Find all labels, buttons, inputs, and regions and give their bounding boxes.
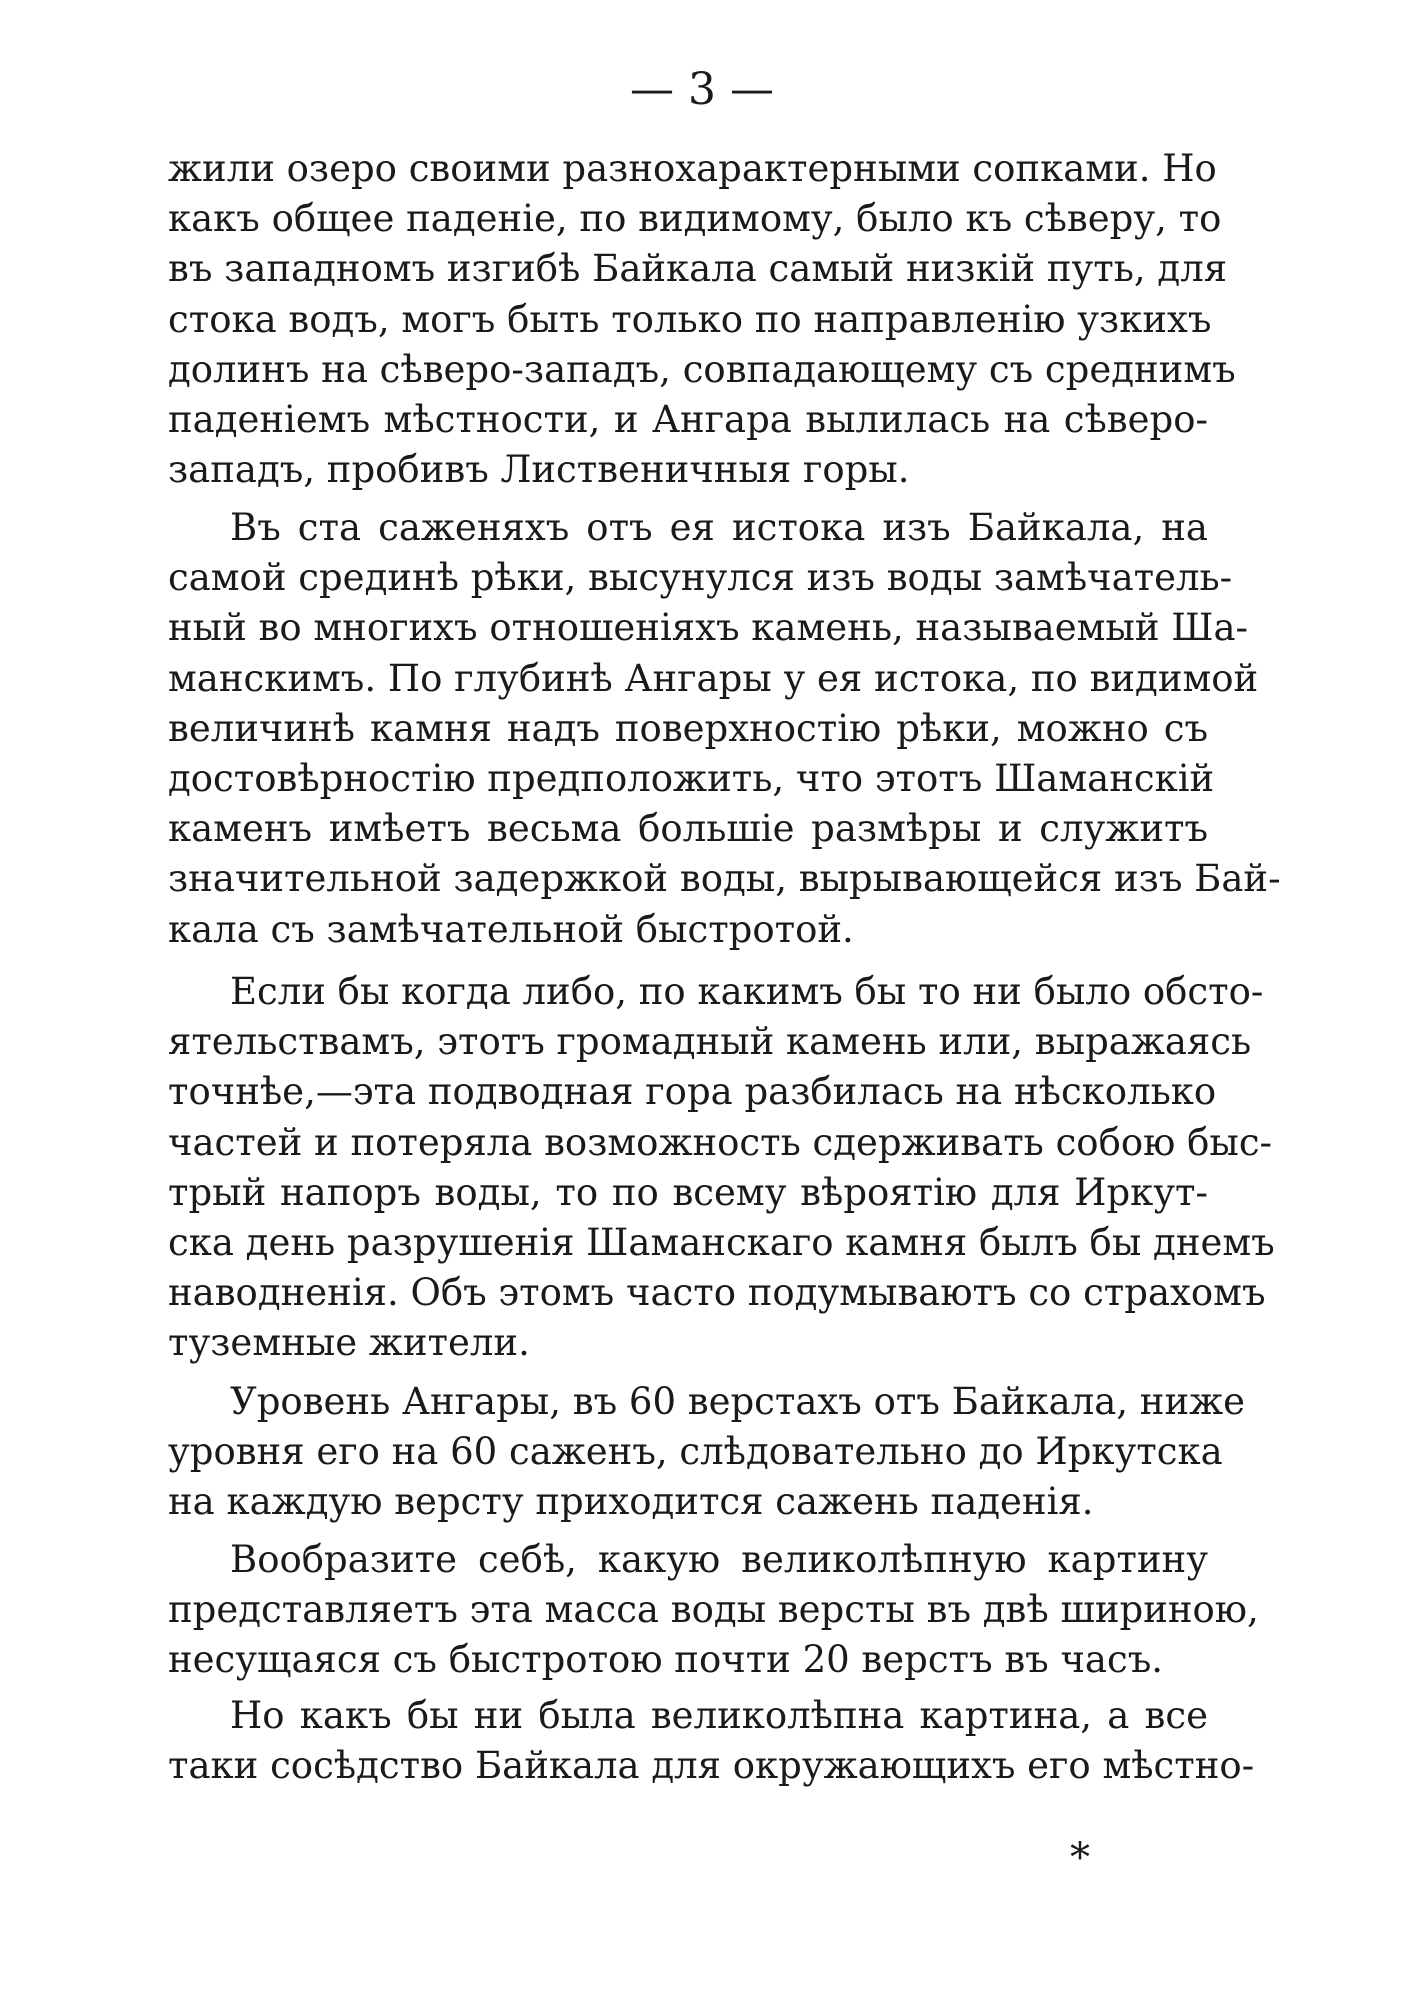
text-line: Вообразите себѣ, какую великолѣпную картину — [230, 1538, 1208, 1581]
text-line: частей и потеряла возможность сдерживать собою быс- — [168, 1120, 1273, 1164]
text-line: манскимъ. По глубинѣ Ангары у ея истока, по видимой — [168, 656, 1259, 700]
text-line: величинѣ камня надъ поверхностію рѣки, можно съ — [168, 706, 1208, 750]
text-line: ятельствамъ, этотъ громадный камень или, выражаясь — [168, 1020, 1252, 1064]
text-line: несущаяся съ быстротою почти 20 верстъ въ часъ. — [168, 1638, 1164, 1682]
text-line: какъ общее паденіе, по видимому, было къ сѣверу, то — [168, 197, 1222, 241]
paragraph-1 — [168, 144, 1236, 495]
text-line: на каждую версту приходится сажень паденія. — [168, 1480, 1094, 1524]
text-line: достовѣрностію предположить, что этотъ Шаманскій — [168, 757, 1215, 801]
text-line: значительной задержкой воды, вырывающейся изъ Бай- — [168, 857, 1281, 901]
paragraph-5 — [168, 1535, 1259, 1686]
paragraph-3 — [168, 967, 1275, 1369]
paragraph-6 — [168, 1691, 1255, 1791]
text-line: таки сосѣдство Байкала для окружающихъ его мѣстно- — [168, 1744, 1255, 1788]
text-line: Если бы когда либо, по какимъ бы то ни было обсто- — [230, 970, 1264, 1013]
paragraph-4 — [168, 1377, 1246, 1528]
text-line: трый напоръ воды, то по всему вѣроятію для Иркут- — [168, 1170, 1208, 1214]
text-line: ска день разрушенія Шаманскаго камня былъ бы днемъ — [168, 1221, 1275, 1265]
text-line: Но какъ бы ни была великолѣпна картина, а все — [230, 1694, 1208, 1737]
text-line: представляетъ эта масса воды версты въ двѣ шириною, — [168, 1588, 1259, 1632]
text-line: въ западномъ изгибѣ Байкала самый низкій путь, для — [168, 247, 1228, 291]
text-line: уровня его на 60 саженъ, слѣдовательно до Иркутска — [168, 1430, 1223, 1474]
text-line: туземные жители. — [168, 1321, 530, 1365]
text-line: западъ, пробивъ Лиственичныя горы. — [168, 448, 910, 492]
text-line: ный во многихъ отношеніяхъ камень, называемый Ша- — [168, 606, 1249, 650]
paragraph-2 — [168, 503, 1281, 955]
text-line: Въ ста саженяхъ отъ ея истока изъ Байкала, на — [230, 506, 1208, 549]
text-line: паденіемъ мѣстности, и Ангара вылилась на сѣверо- — [168, 398, 1208, 442]
text-line: жили озеро своими разнохарактерными сопками. Но — [168, 147, 1217, 190]
text-line: кала съ замѣчательной быстротой. — [168, 907, 854, 951]
text-line: наводненія. Объ этомъ часто подумываютъ со страхомъ — [168, 1271, 1266, 1315]
page-number: — 3 — — [630, 64, 774, 115]
signature-mark: * — [1070, 1835, 1090, 1881]
text-line: стока водъ, могъ быть только по направленію узкихъ — [168, 297, 1212, 341]
text-line: долинъ на сѣверо-западъ, совпадающему съ среднимъ — [168, 347, 1236, 391]
text-line: Уровень Ангары, въ 60 верстахъ отъ Байкала, ниже — [230, 1380, 1246, 1423]
text-line: каменъ имѣетъ весьма большіе размѣры и служитъ — [168, 807, 1208, 851]
text-line: точнѣе,—эта подводная гора разбилась на нѣсколько — [168, 1070, 1217, 1114]
text-line: самой срединѣ рѣки, высунулся изъ воды замѣчатель- — [168, 556, 1233, 600]
